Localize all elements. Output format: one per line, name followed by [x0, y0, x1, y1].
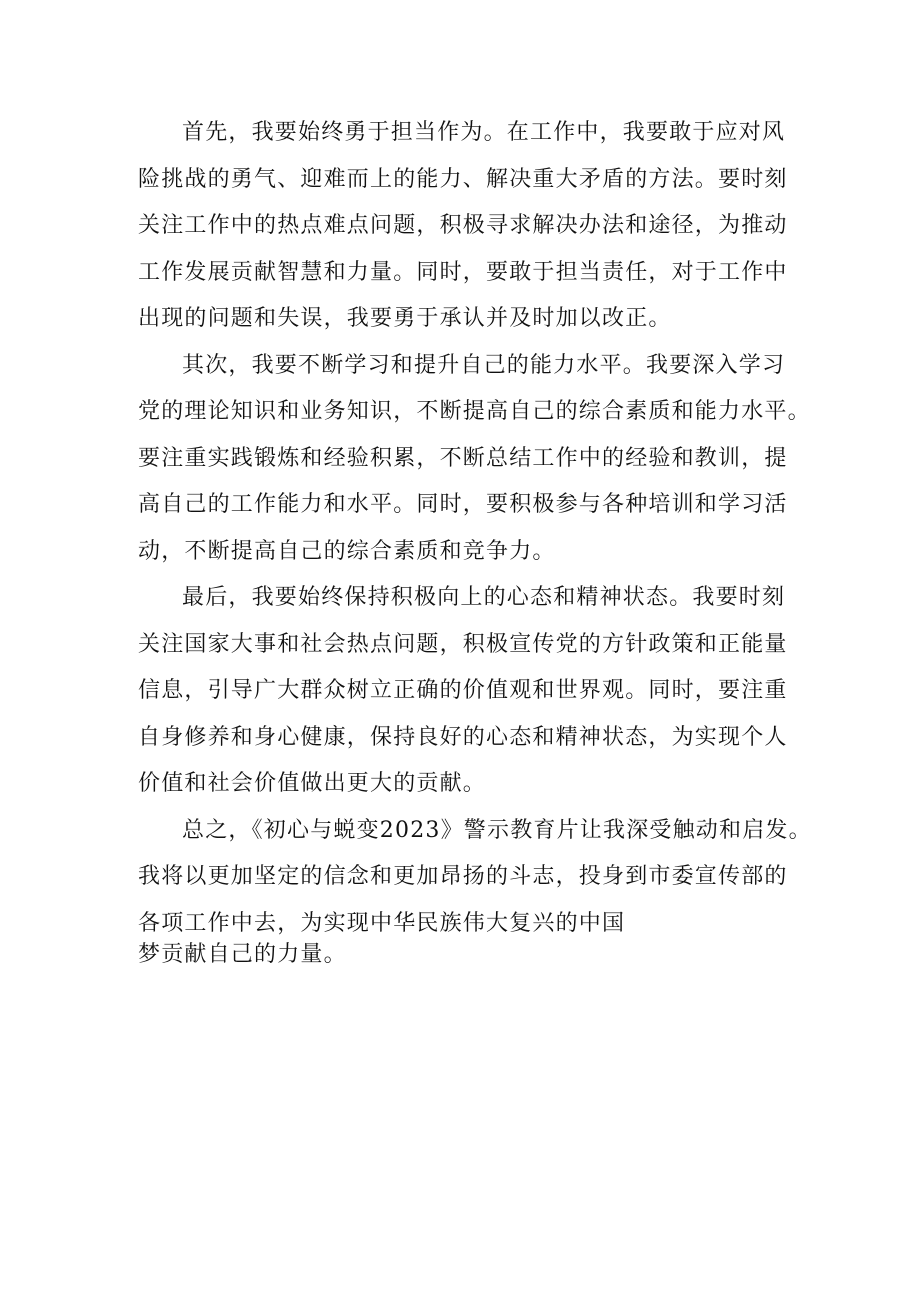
paragraph-3-line-5: 价值和社会价值做出更大的贡献。 [138, 771, 487, 796]
paragraph-3-line-1: 最后，我要始终保持积极向上的心态和精神状态。我要时刻 [182, 585, 786, 610]
paragraph-2-line-3: 要注重实践锻炼和经验积累，不断总结工作中的经验和教训，提 [138, 445, 788, 471]
paragraph-4-line-3: 各项工作中去，为实现中华民族伟大复兴的中国 [138, 910, 626, 936]
paragraph-1-line-2: 险挑战的勇气、迎难而上的能力、解决重大矛盾的方法。要时刻 [138, 166, 788, 192]
paragraph-1-line-1: 首先，我要始终勇于担当作为。在工作中，我要敢于应对风 [182, 120, 786, 145]
paragraph-2-line-1: 其次，我要不断学习和提升自己的能力水平。我要深入学习 [182, 352, 786, 378]
paragraph-3-line-3: 信息，引导广大群众树立正确的价值观和世界观。同时，要注重 [138, 678, 788, 703]
paragraph-2 [138, 343, 811, 576]
paragraph-3 [138, 575, 798, 808]
paragraph-1 [138, 110, 798, 343]
document-body [138, 110, 812, 973]
paragraph-1-line-4: 工作发展贡献智慧和力量。同时，要敢于担当责任，对于工作中 [138, 259, 788, 285]
paragraph-2-line-2: 党的理论知识和业务知识，不断提高自己的综合素质和能力水平。 [138, 399, 811, 424]
paragraph-4 [138, 808, 812, 974]
paragraph-1-line-3: 关注工作中的热点难点问题，积极寻求解决办法和途径，为推动 [138, 213, 788, 238]
paragraph-1-line-5: 出现的问题和失误，我要勇于承认并及时加以改正。 [138, 306, 672, 331]
paragraph-3-line-4: 自身修养和身心健康，保持良好的心态和精神状态，为实现个人 [138, 724, 788, 750]
paragraph-3-line-2: 关注国家大事和社会热点问题，积极宣传党的方针政策和正能量 [138, 631, 788, 657]
paragraph-4-line-2: 我将以更加坚定的信念和更加昂扬的斗志，投身到市委宣传部的 [138, 864, 788, 889]
paragraph-2-line-4: 高自己的工作能力和水平。同时，要积极参与各种培训和学习活 [138, 492, 788, 517]
paragraph-2-line-5: 动，不断提高自己的综合素质和竞争力。 [138, 538, 556, 564]
paragraph-4-line-4: 梦贡献自己的力量。 [138, 942, 347, 967]
paragraph-4-line-1: 总之，《初心与蜕变2023》警示教育片让我深受触动和启发。 [182, 817, 812, 843]
